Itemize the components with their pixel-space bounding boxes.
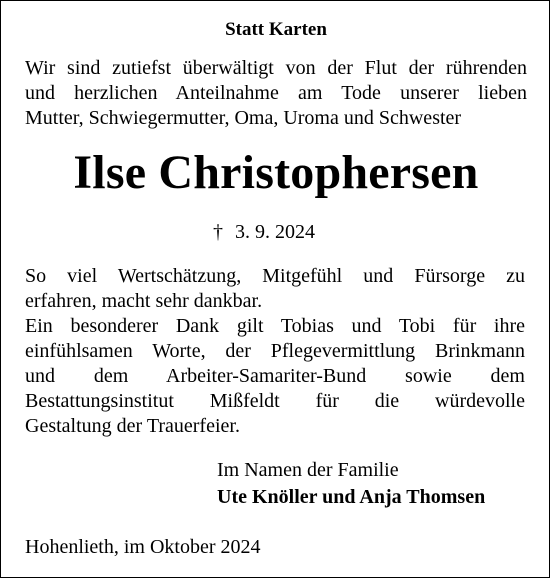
signoff-intro: Im Namen der Familie — [217, 459, 399, 481]
cross-symbol-icon: † — [213, 221, 223, 243]
thanks-line: Gestaltung der Trauerfeier. — [25, 415, 240, 437]
intro-line: Mutter, Schwiegermutter, Oma, Uroma und Schwester — [25, 107, 462, 129]
death-date: 3. 9. 2024 — [235, 221, 315, 243]
place-and-date: Hohenlieth, im Oktober 2024 — [25, 536, 261, 558]
death-date-line — [213, 219, 315, 245]
intro-paragraph — [25, 56, 527, 131]
thanks-line: Bestattungsinstitut Mißfeldt für die würdevolle — [25, 390, 525, 412]
thanks-paragraph — [25, 264, 525, 439]
intro-line: Wir sind zutiefst überwältigt von der Flut der rührenden — [25, 57, 527, 79]
thanks-line: und dem Arbeiter-Samariter-Bund sowie dem — [25, 365, 525, 387]
family-signoff — [217, 457, 485, 511]
thanks-line: einfühlsamen Worte, der Pflegevermittlung Brinkmann — [25, 340, 525, 362]
thanks-line: So viel Wertschätzung, Mitgefühl und Fürsorge zu — [25, 265, 525, 287]
signoff-names: Ute Knöller und Anja Thomsen — [217, 486, 486, 508]
deceased-name: Ilse Christophersen — [73, 146, 479, 199]
notice-heading: Statt Karten — [225, 19, 327, 40]
thanks-line: Ein besonderer Dank gilt Tobias und Tobi für ihre — [25, 315, 525, 337]
thanks-line: erfahren, macht sehr dankbar. — [25, 290, 263, 312]
intro-line: und herzlichen Anteilnahme am Tode unserer lieben — [25, 82, 527, 104]
